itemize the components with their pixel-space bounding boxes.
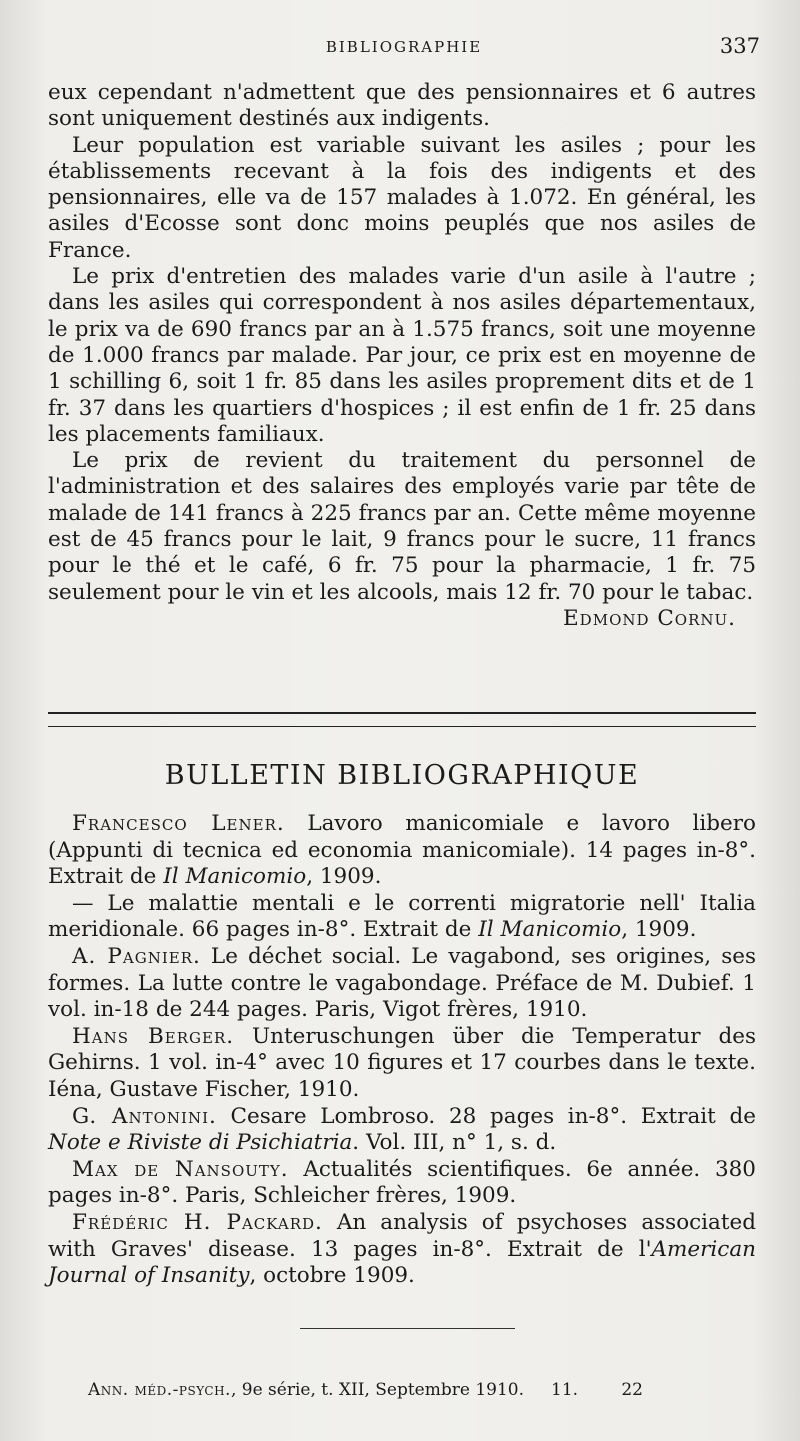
article-body [48, 80, 756, 632]
entry-author: Hans Berger. [72, 1023, 235, 1049]
list-item [48, 1157, 756, 1210]
entry-tail: . Vol. III, n° 1, s. d. [352, 1130, 557, 1156]
entry-tail: , octobre 1909. [249, 1263, 415, 1289]
list-item [48, 1210, 756, 1290]
page-header [48, 34, 760, 64]
page-number: 337 [719, 34, 760, 58]
paragraph-2: Leur population est variable suivant les asiles ; pour les établissements recevant à la fois des indigents et des pensionnaires, elle va de 157 malades à 1.072. En général, les asiles d'Ecosse sont donc moins peuplés que nos asiles de France. [48, 132, 756, 263]
entry-tail: , 1909. [306, 864, 382, 890]
entry-text: Lavoro manicomiale e lavoro libero (Appunti di tecnica ed economia manicomiale). 14 pages in-8°. Extrait de [48, 811, 756, 890]
author-signature: Edmond Cornu. [562, 605, 736, 631]
entry-text: Unteruschungen über die Temperatur des Gehirns. 1 vol. in-4° avec 10 figures et 17 courbes dans le texte. Iéna, Gustave Fischer, 1910. [48, 1023, 757, 1102]
entry-tail: , 1909. [621, 917, 697, 943]
entry-source: Note e Riviste di Psichiatria [48, 1130, 353, 1156]
bulletin-title: BULLETIN BIBLIOGRAPHIQUE [164, 760, 640, 791]
list-item [48, 1024, 756, 1104]
footer-page: 22 [621, 1380, 643, 1400]
entry-text: Cesare Lombroso. 28 pages in-8°. Extrait de [216, 1103, 756, 1129]
footer-sheet: 11. [551, 1380, 579, 1400]
entry-source: American Journal of Insanity [48, 1236, 756, 1289]
closing-rule [300, 1328, 515, 1329]
entry-source: Il Manicomio [478, 917, 622, 943]
entry-author: Frédéric H. Packard. [72, 1209, 323, 1235]
entry-text: Actualités scientifiques. 6e année. 380 pages in-8°. Paris, Schleicher frères, 1909. [48, 1156, 756, 1209]
entry-author: G. Antonini. [72, 1103, 217, 1129]
list-item [48, 1104, 756, 1157]
entry-author: A. Pagnier. [72, 943, 201, 969]
entry-source: Il Manicomio [163, 864, 307, 890]
list-item [48, 891, 756, 944]
entry-text: — Le malattie mentali e le correnti migratorie nell' Italia meridionale. 66 pages in-8°. Extrait de [48, 890, 756, 943]
paragraph-1: eux cependant n'admettent que des pensionnaires et 6 autres sont uniquement destinés aux indigents. [48, 80, 756, 132]
entry-author: Francesco Lener. [72, 811, 285, 836]
entry-text: An analysis of psychoses associated with Graves' disease. 13 pages in-8°. Extrait de l' [48, 1209, 757, 1262]
list-item [48, 944, 756, 1024]
section-divider [48, 712, 756, 727]
bibliography-list [48, 811, 756, 1290]
paragraph-4: Le prix de revient du traitement du personnel de l'administration et des salaires des employés varie par tête de malade de 141 francs à 225 francs par an. Cette même moyenne est de 45 francs pour le lait, 9 francs pour le sucre, 11 francs pour le thé et le café, 6 fr. 75 pour la pharmacie, 1 fr. 75 seulement pour le vin et les alcools, mais 12 fr. 70 pour le tabac. [48, 448, 756, 605]
entry-author: Max de Nansouty. [72, 1156, 289, 1182]
entry-text: Le déchet social. Le vagabond, ses origines, ses formes. La lutte contre le vagabondage. Préface de M. Dubief. 1 vol. in-18 de 244 pages. Paris, Vigot frères, 1910. [48, 943, 756, 1023]
running-title: BIBLIOGRAPHIE [325, 38, 483, 56]
footer-journal: Ann. méd.-psych. [88, 1380, 231, 1400]
page-footer [88, 1380, 643, 1400]
footer-issue: , 9e série, t. XII, Septembre 1910. [230, 1380, 524, 1400]
list-item [48, 811, 756, 891]
paragraph-3: Le prix d'entretien des malades varie d'un asile à l'autre ; dans les asiles qui correspondent à nos asiles départementaux, le prix va de 690 francs par an à 1.575 francs, soit une moyenne de 1.000 francs par malade. Par jour, ce prix est en moyenne de 1 schilling 6, soit 1 fr. 85 dans les asiles proprement dits et de 1 fr. 37 dans les quartiers d'hospices ; il est enfin de 1 fr. 25 dans les placements familiaux. [48, 264, 756, 447]
